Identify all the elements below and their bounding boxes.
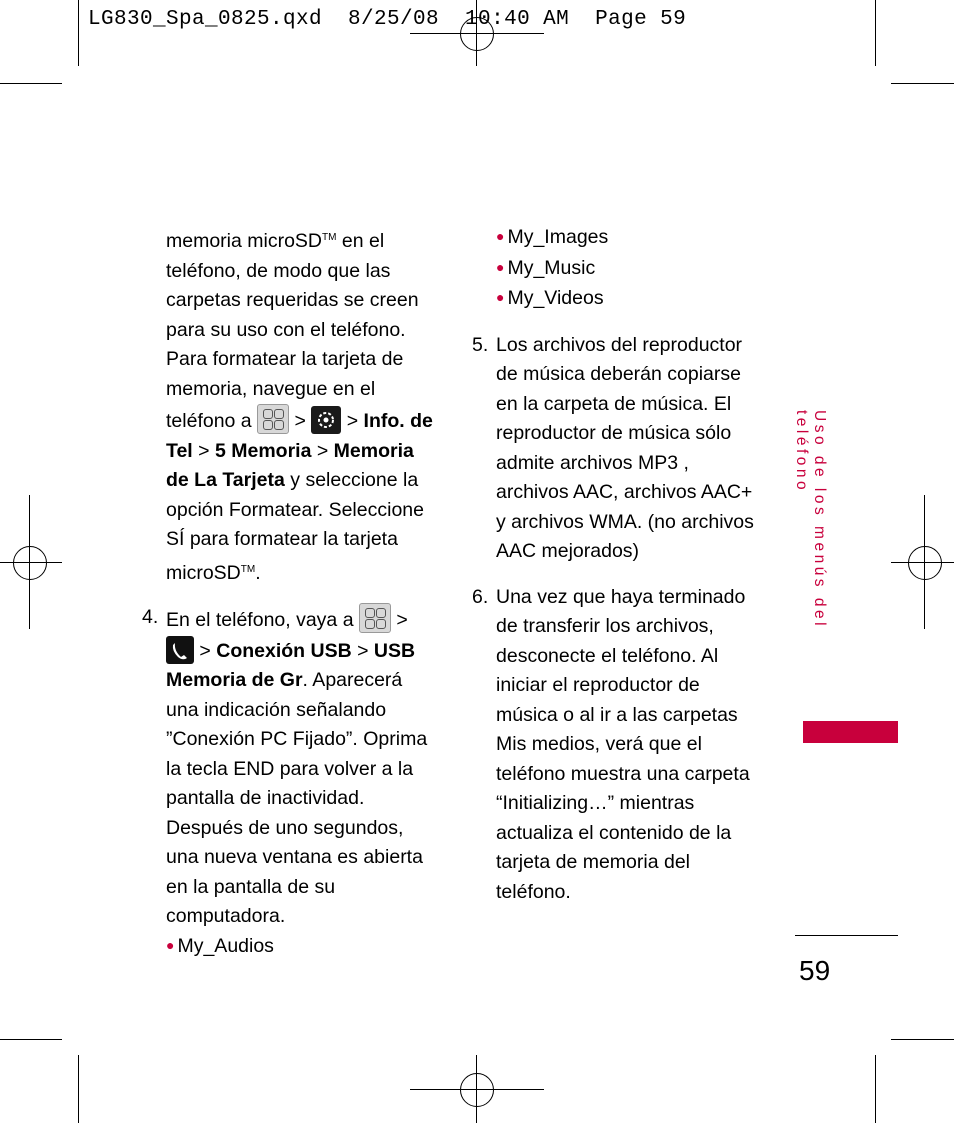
bullet-icon: ● (166, 936, 175, 953)
bullet-icon: ● (496, 258, 505, 275)
list-item-6: 6. Una vez que haya terminado de transferir los archivos, desconecte el teléfono. Al iniciar el reproductor de música o al ir a las carpetas Mis medios, verá que el teléfono muestra una carpeta “Initializing…” mientras actualiza el contenido de la tarjeta de memoria del teléfono. (472, 585, 750, 903)
right-column (472, 223, 766, 907)
list-item-4: 4. En el teléfono, vaya a > > Conexión USB > USB Memoria de Gr. Aparecerá una indicación señalando ”Conexión PC Fijado”. Oprima la tecla END para volver a la pantalla de inactividad. Después de uno segundos, una nueva ventana es abierta en la pantalla de su computadora. (166, 603, 436, 932)
section-tab-marker (803, 721, 898, 743)
list-item: ● My_Images (496, 226, 609, 248)
bullet-icon: ● (496, 228, 505, 244)
list-item: ● My_Videos (496, 287, 604, 309)
list-item: ● My_Music (496, 256, 596, 279)
print-slug: LG830_Spa_0825.qxd 8/25/08 10:40 AM Page 59 (88, 8, 687, 31)
left-column (142, 223, 436, 962)
bullet-icon: ● (496, 289, 505, 305)
settings-gear-icon (311, 406, 341, 434)
page-number: 59 (799, 955, 831, 986)
menu-grid-icon (359, 603, 391, 633)
menu-grid-icon (257, 404, 289, 434)
list-item: ● My_Audios (166, 934, 274, 957)
page-number-rule (795, 935, 898, 936)
section-side-label: Uso de los menús del teléfono (793, 410, 828, 630)
list-item-5: 5. Los archivos del reproductor de música deberán copiarse en la carpeta de música. El reproductor de música sólo admite archivos MP3 , archivos AAC, archivos AAC+ y archivos WMA. (no archivos AAC mejorados) (472, 333, 754, 562)
phone-icon (166, 636, 194, 664)
paragraph-format-card: memoria microSD™ en el teléfono, de modo que las carpetas requeridas se creen para su uso con el teléfono. Para formatear la tarjeta de memoria, navegue en el teléfono a > > Info. de Tel > 5 Memoria > Memoria de La Tarjeta y seleccione la opción Formatear. Seleccione SÍ para formatear la tarjeta microSD™. (166, 230, 433, 584)
